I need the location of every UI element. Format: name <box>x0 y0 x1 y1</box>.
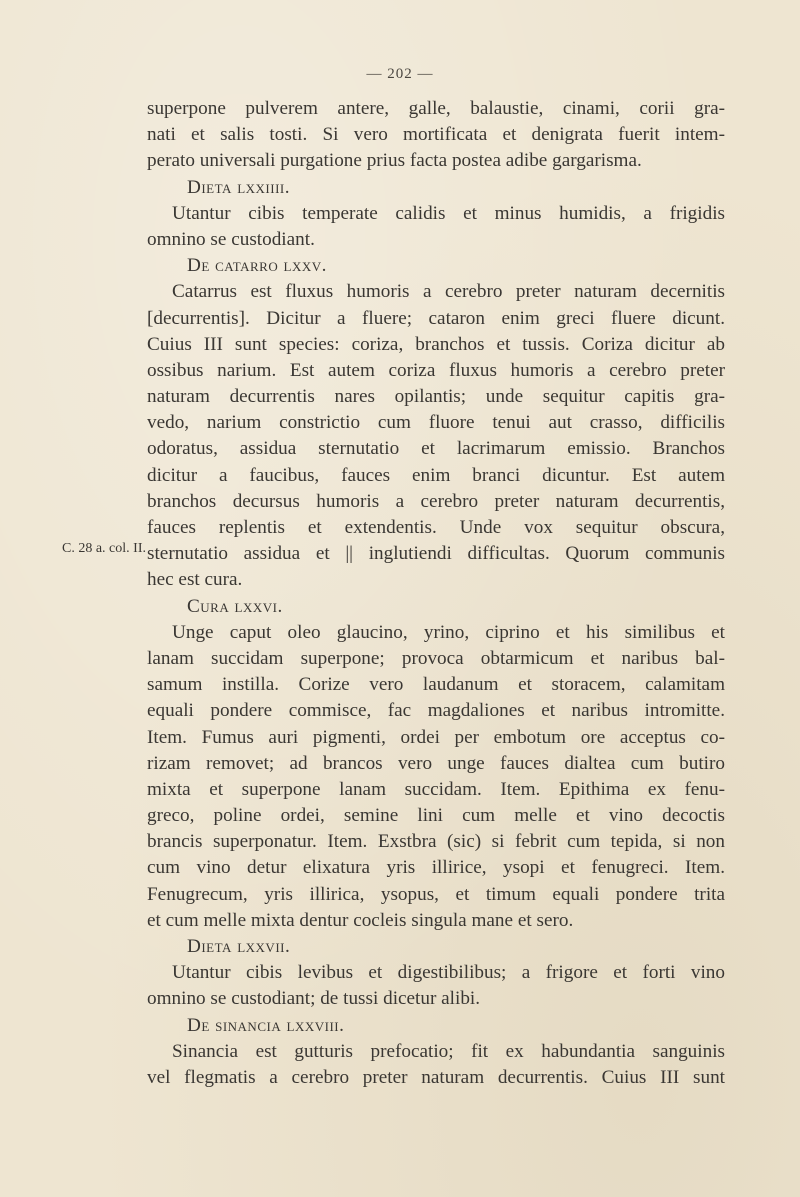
text-line: lanam succidam superpone; provoca obtarmicum et naribus bal- <box>147 647 725 669</box>
text-line: sternutatio assidua et || inglutiendi difficultas. Quorum communis <box>147 543 725 565</box>
text-line: dicitur a faucibus, fauces enim branci dicuntur. Est autem <box>147 464 725 486</box>
text-line: vedo, narium constrictio cum fluore tenui aut crasso, difficilis <box>147 412 725 434</box>
text-line: Unge caput oleo glaucino, yrino, ciprino et his similibus et <box>172 621 725 643</box>
section-heading: Dieta lxxvii. <box>187 936 291 957</box>
text-line: Utantur cibis levibus et digestibilibus; a frigore et forti vino <box>172 962 725 984</box>
section-heading: De sinancia lxxviii. <box>187 1014 345 1036</box>
text-line: cum vino detur elixatura yris illirice, ysopi et fenugreci. Item. <box>147 857 725 879</box>
text-line: Sinancia est gutturis prefocatio; fit ex habundantia sanguinis <box>172 1040 725 1062</box>
text-line: branchos decursus humoris a cerebro preter naturam decurrentis, <box>147 490 725 512</box>
text-line: naturam decurrentis nares opilantis; unde sequitur capitis gra- <box>147 386 725 408</box>
page-number: — 202 — <box>366 66 434 82</box>
text-line: Utantur cibis temperate calidis et minus humidis, a frigidis <box>172 202 725 224</box>
text-line: Catarrus est fluxus humoris a cerebro preter naturam decernitis <box>172 281 725 303</box>
text-line: greco, poline ordei, semine lini cum melle et vino decoctis <box>147 805 725 827</box>
text-line: rizam removet; ad brancos vero unge fauces dialtea cum butiro <box>147 752 725 774</box>
text-line: odoratus, assidua sternutatio et lacrimarum emissio. Branchos <box>147 438 725 460</box>
text-line: Item. Fumus auri pigmenti, ordei per embotum ore acceptus co- <box>147 726 725 748</box>
text-line: vel flegmatis a cerebro preter naturam decurrentis. Cuius III sunt <box>147 1066 725 1088</box>
text-line: nati et salis tosti. Si vero mortificata et denigrata fuerit intem- <box>147 124 725 146</box>
text-line: brancis superponatur. Item. Exstbra (sic) si febrit cum tepida, si non <box>147 831 725 853</box>
text-line: perato universali purgatione prius facta postea adibe gargarisma. <box>147 150 642 172</box>
text-line: ossibus narium. Est autem coriza fluxus humoris a cerebro preter <box>147 359 725 381</box>
text-line: equali pondere commisce, fac magdaliones et naribus intromitte. <box>147 700 725 722</box>
text-line: superpone pulverem antere, galle, balaustie, cinami, corii gra- <box>147 98 725 119</box>
body-text <box>147 96 725 1091</box>
text-line: Cuius III sunt species: coriza, branchos et tussis. Coriza dicitur ab <box>147 333 725 355</box>
text-line: et cum melle mixta dentur cocleis singula mane et sero. <box>147 909 574 931</box>
text-line: samum instilla. Corize vero laudanum et storacem, calamitam <box>147 674 725 696</box>
section-heading: Cura lxxvi. <box>187 595 283 617</box>
text-line: Fenugrecum, yris illirica, ysopus, et timum equali pondere trita <box>147 883 725 905</box>
margin-note: C. 28 a. col. II. <box>62 541 146 556</box>
text-line: omnino se custodiant. <box>147 228 315 250</box>
section-heading: Dieta lxxiiii. <box>187 176 291 198</box>
text-line: [decurrentis]. Dicitur a fluere; cataron enim greci fluere dicunt. <box>147 307 725 329</box>
text-line: omnino se custodiant; de tussi dicetur alibi. <box>147 988 481 1010</box>
text-line: hec est cura. <box>147 569 243 591</box>
text-line: fauces replentis et extendentis. Unde vox sequitur obscura, <box>147 517 725 538</box>
section-heading: De catarro lxxv. <box>187 255 327 277</box>
text-line: mixta et superpone lanam succidam. Item. Epithima ex fenu- <box>147 778 725 800</box>
